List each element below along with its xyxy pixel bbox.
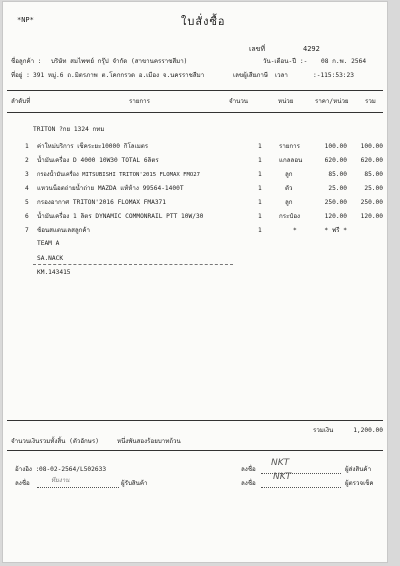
checker-signature: NKT [273,472,292,482]
shipper-role: ผู้ส่งสินค้า [345,466,372,473]
doc-date: 08 ก.พ. 2564 [321,58,367,65]
row-item: แหวนน็อตถ่ายน้ำถ่าย MAZDA แท้ห้าง 99564-1400T [37,185,184,192]
row-item: น้ำมันเครื่อง D 4000 10W30 TOTAL 6ลิตร [37,157,159,164]
reference-label: อ้างอิง : [15,466,40,473]
col-header-total: รวม [365,98,376,105]
doc-number-label: เลขที่ [249,45,266,53]
address-label: ที่อยู่ : [11,72,30,79]
row-price: 25.00 [328,185,347,192]
note-sa: SA.NACK [37,255,64,262]
col-header-unit: หน่วย [278,98,294,105]
footer-divider-bottom [7,450,383,451]
row-qty: 1 [258,185,262,192]
row-price: 620.00 [324,157,347,164]
row-unit: รายการ [279,143,300,150]
customer-name: บริษัท สมไพฑย์ กรุ๊ป จำกัด (สาขานครราชสีมา) [51,58,188,65]
checker-sign-line [261,487,341,488]
row-total: 120.00 [360,213,383,220]
sum-value: 1,200.00 [353,427,383,434]
row-total: 100.00 [360,143,383,150]
shipper-signature: NKT [271,458,290,468]
row-price: 120.00 [324,213,347,220]
row-no: 5 [25,199,29,206]
row-total: 250.00 [360,199,383,206]
row-unit: กระป๋อง [279,213,301,220]
doc-time: :-115:53:23 [313,72,354,79]
sum-label: รวมเงิน [313,427,334,434]
row-item: น้ำมันเครื่อง 1 ลิตร DYNAMIC COMMONRAIL PTT 10W/30 [37,213,204,220]
row-no: 6 [25,213,29,220]
col-header-price: ราคา/หน่วย [315,98,349,105]
row-qty: 1 [258,213,262,220]
row-price: 100.00 [324,143,347,150]
row-unit: ลูก [285,171,293,178]
row-unit: ตัว [285,185,293,192]
row-total: 85.00 [364,171,383,178]
col-header-qty: จำนวน [229,98,249,105]
col-header-item: รายการ [129,98,150,105]
row-item: กรองอากาศ TRITON'2016 FLOMAX FMA371 [37,199,167,206]
vehicle-info: TRITON ?กย 1324 กทม [33,126,105,133]
row-no: 1 [25,143,29,150]
col-header-no: ลำดับที่ [11,98,31,105]
notes-divider [33,264,233,265]
header-divider-bottom [7,112,383,113]
row-qty: 1 [258,143,262,150]
row-no: 3 [25,171,29,178]
row-unit: * [293,227,297,234]
page-title: ใบสั่งซื้อ [181,15,226,28]
row-qty: 1 [258,227,262,234]
note-km: KM.143415 [37,269,71,276]
row-price: * ฟรี * [324,227,347,234]
row-qty: 1 [258,171,262,178]
row-qty: 1 [258,199,262,206]
checker-role: ผู้ตรวจเช็ค [345,480,374,487]
row-item: ช้อนสแตนเลสลูกค้า [37,227,90,234]
receiver-sign-line [37,487,119,488]
purchase-order-page [3,2,387,562]
row-unit: แกลลอน [279,157,303,164]
row-qty: 1 [258,157,262,164]
checker-sign-label: ลงชื่อ [241,480,256,487]
customer-label: ชื่อลูกค้า : [11,58,42,65]
reference-value: 08-02-2564/L502633 [39,466,107,473]
row-price: 85.00 [328,171,347,178]
header-divider-top [7,90,383,91]
copy-mark: *NP* [17,16,34,24]
row-item: กรองน้ำมันเครื่อง MITSUBISHI TRITON'2015 FLOMAX FMO27 [37,172,200,178]
amount-words-value: หนึ่งพันสองร้อยบาทถ้วน [117,438,181,445]
tax-id-label: เลขผู้เสียภาษี [233,72,268,79]
row-no: 7 [25,227,29,234]
receiver-role: ผู้รับสินค้า [121,480,148,487]
amount-words-label: จำนวนเงินรวมทั้งสิ้น (ตัวอักษร) [11,438,99,445]
row-unit: ลูก [285,199,293,206]
row-item: ค่าใหม่บริการ เช็คระยะ10000 กิโลเมตร [37,143,149,150]
row-total: 25.00 [364,185,383,192]
row-price: 250.00 [324,199,347,206]
footer-divider-top [7,420,383,421]
shipper-sign-label: ลงชื่อ [241,466,256,473]
doc-number: 4292 [303,45,320,53]
time-label: เวลา [275,72,288,79]
date-label: วัน-เดือน-ปี :- [263,58,308,65]
note-team: TEAM A [37,240,60,247]
customer-address: 391 หมู่.6 ถ.มิตรภาพ ต.โคกกรวด อ.เมือง จ.นครราชสีมา [33,72,205,79]
receiver-sign-label: ลงชื่อ [15,480,30,487]
row-total: 620.00 [360,157,383,164]
row-no: 4 [25,185,29,192]
row-no: 2 [25,157,29,164]
receiver-signature: ทีมงาน [51,477,70,484]
